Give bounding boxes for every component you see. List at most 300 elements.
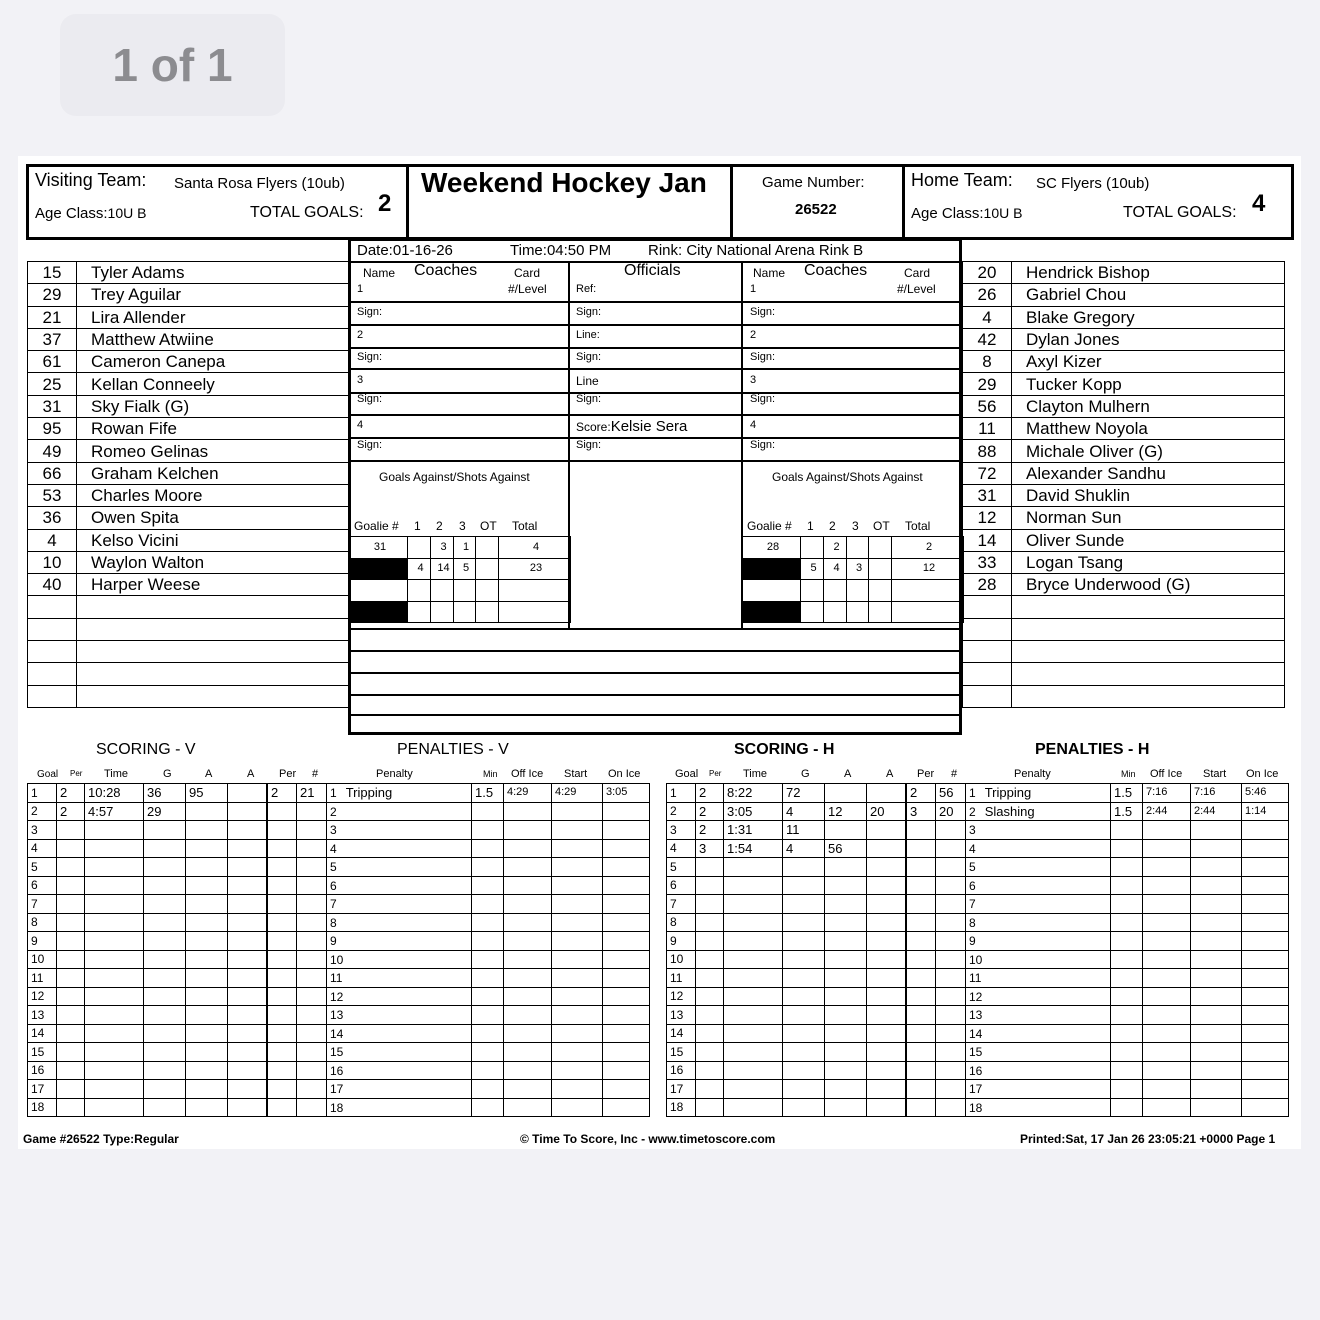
game-number-label: Game Number:	[762, 174, 865, 191]
player-number: 8	[963, 351, 1012, 373]
penalty-start	[1191, 821, 1242, 840]
penalty-player	[936, 950, 966, 969]
player-name: Cameron Canepa	[77, 351, 350, 373]
goal-time	[724, 1043, 783, 1062]
penalty-start	[552, 876, 603, 895]
goal-period	[696, 1098, 724, 1117]
goal-number: 10	[667, 950, 696, 969]
penalty-off-ice	[1143, 821, 1191, 840]
goal-scorer	[144, 1006, 186, 1025]
penalty-on-ice	[1242, 987, 1289, 1006]
scoring-row	[28, 784, 267, 803]
player-name: Clayton Mulhern	[1012, 395, 1285, 417]
goal-assist-2	[867, 1043, 906, 1062]
goal-scorer	[144, 821, 186, 840]
player-number	[28, 685, 77, 707]
penalty-minutes	[472, 858, 504, 877]
goal-assist-2	[867, 932, 906, 951]
roster-row	[28, 484, 350, 506]
penalty-minutes	[1111, 932, 1143, 951]
penalty-minutes	[1111, 821, 1143, 840]
penalty-row	[907, 1043, 1289, 1062]
officials-block	[348, 261, 962, 735]
penalty-name	[966, 1061, 1111, 1080]
penalty-period	[268, 1024, 297, 1043]
penalty-on-ice	[1242, 1061, 1289, 1080]
goal-scorer	[144, 1098, 186, 1117]
penalty-start	[1191, 913, 1242, 932]
roster-row	[963, 418, 1285, 440]
penalty-name	[327, 784, 472, 803]
penalty-name	[966, 858, 1111, 877]
penalty-minutes	[472, 1098, 504, 1117]
player-name: Gabriel Chou	[1012, 284, 1285, 306]
penalty-row	[268, 858, 650, 877]
sh-col-a1: A	[844, 768, 852, 780]
player-number: 36	[28, 507, 77, 529]
scoring-row	[667, 895, 906, 914]
penalty-row	[907, 858, 1289, 877]
penalty-minutes	[472, 932, 504, 951]
penalty-minutes	[1111, 1061, 1143, 1080]
goal-assist-2	[867, 969, 906, 988]
penalty-index: 15	[969, 1045, 983, 1060]
penalty-minutes	[472, 839, 504, 858]
goal-scorer	[783, 913, 825, 932]
goal-assist-1	[186, 1098, 228, 1117]
goal-assist-1	[825, 969, 867, 988]
goal-number: 4	[667, 839, 696, 858]
goal-assist-1	[186, 1061, 228, 1080]
penalty-row	[907, 969, 1289, 988]
sv-col-time: Time	[104, 768, 129, 780]
ph-col-penalty: Penalty	[1014, 768, 1051, 780]
penalty-name	[966, 1006, 1111, 1025]
penalty-off-ice	[504, 1043, 552, 1062]
penalty-start	[552, 1098, 603, 1117]
penalty-period	[907, 913, 936, 932]
penalty-minutes	[1111, 969, 1143, 988]
goal-number: 15	[667, 1043, 696, 1062]
penalty-off-ice	[1143, 1098, 1191, 1117]
goal-time	[85, 1006, 144, 1025]
goal-assist-1	[825, 913, 867, 932]
goal-time	[85, 987, 144, 1006]
penalty-off-ice	[504, 876, 552, 895]
player-number: 12	[963, 507, 1012, 529]
penalty-off-ice	[1143, 950, 1191, 969]
goal-scorer	[144, 932, 186, 951]
goal-number: 7	[28, 895, 57, 914]
goal-time	[724, 858, 783, 877]
penalty-on-ice	[603, 858, 650, 877]
scoring-row	[28, 1043, 267, 1062]
penalty-row	[268, 839, 650, 858]
goal-number: 4	[28, 839, 57, 858]
roster-row	[963, 284, 1285, 306]
scoring-row	[667, 876, 906, 895]
line2-sign: Sign:	[576, 393, 602, 405]
penalty-index: 8	[969, 915, 976, 930]
penalty-minutes	[472, 821, 504, 840]
goal-period	[57, 950, 85, 969]
goal-assist-2	[228, 1024, 267, 1043]
sh-col-goal: Goal	[675, 768, 699, 780]
roster-row	[963, 507, 1285, 529]
goal-period: 2	[696, 802, 724, 821]
penalty-start	[552, 1080, 603, 1099]
penalty-minutes	[1111, 1080, 1143, 1099]
goal-assist-2	[867, 858, 906, 877]
goal-time	[85, 932, 144, 951]
goal-period	[696, 876, 724, 895]
penalty-on-ice	[603, 1098, 650, 1117]
goal-assist-1	[825, 895, 867, 914]
goal-number: 13	[667, 1006, 696, 1025]
penalty-row	[907, 1061, 1289, 1080]
player-name: Romeo Gelinas	[77, 440, 350, 462]
penalty-minutes	[472, 876, 504, 895]
penalty-off-ice	[1143, 913, 1191, 932]
penalty-on-ice	[1242, 1043, 1289, 1062]
goal-assist-2	[867, 821, 906, 840]
h-goalie-header: Goalie # 1 2 3 OT Total	[747, 519, 931, 533]
penalty-off-ice	[504, 1006, 552, 1025]
penalties-h-table	[906, 783, 1289, 1117]
v-goalie-title: Goals Against/Shots Against	[379, 470, 530, 484]
sv-col-goal: Goal	[37, 769, 59, 780]
scoring-row	[667, 1043, 906, 1062]
penalty-name	[966, 821, 1111, 840]
penalty-name	[966, 932, 1111, 951]
penalty-off-ice	[1143, 1024, 1191, 1043]
penalty-index: 5	[969, 860, 976, 875]
penalty-index: 3	[969, 823, 976, 838]
goal-assist-2	[228, 987, 267, 1006]
penalty-name	[966, 839, 1111, 858]
v-coaches-title: Coaches	[414, 262, 478, 279]
goal-assist-1	[186, 932, 228, 951]
goal-assist-1	[186, 876, 228, 895]
penalty-off-ice	[1143, 1080, 1191, 1099]
penalty-start: 7:16	[1191, 784, 1242, 803]
player-number: 25	[28, 373, 77, 395]
player-name	[1012, 618, 1285, 640]
goal-scorer	[783, 1080, 825, 1099]
home-age-class: Age Class:10U B	[911, 205, 1023, 222]
player-name: Tyler Adams	[77, 262, 350, 284]
roster-row	[963, 663, 1285, 685]
ref-sign: Sign:	[576, 306, 602, 318]
penalty-off-ice	[504, 969, 552, 988]
penalty-start	[1191, 839, 1242, 858]
penalty-player	[936, 987, 966, 1006]
penalty-period	[907, 821, 936, 840]
penalty-on-ice	[603, 821, 650, 840]
penalty-name	[327, 950, 472, 969]
goal-period	[696, 1080, 724, 1099]
goal-period	[696, 913, 724, 932]
player-name: Bryce Underwood (G)	[1012, 574, 1285, 596]
scoring-row	[667, 987, 906, 1006]
goal-time: 4:57	[85, 802, 144, 821]
penalty-period	[268, 1098, 297, 1117]
goal-assist-2	[867, 1006, 906, 1025]
game-time: Time:04:50 PM	[510, 242, 612, 259]
v-goalie-table: 31 3 1 4 4 14 5 23	[349, 536, 571, 623]
goal-period	[57, 1080, 85, 1099]
roster-row	[28, 551, 350, 573]
goal-period	[696, 950, 724, 969]
goal-scorer	[783, 1098, 825, 1117]
goal-assist-2	[228, 969, 267, 988]
goal-assist-1	[186, 1024, 228, 1043]
penalty-on-ice	[603, 1080, 650, 1099]
goal-assist-2: 20	[867, 802, 906, 821]
goal-assist-2	[228, 1006, 267, 1025]
goal-period: 2	[696, 821, 724, 840]
player-number: 53	[28, 484, 77, 506]
game-date: Date:01-16-26	[357, 242, 453, 259]
penalty-index: 14	[330, 1026, 344, 1041]
penalty-row	[907, 1024, 1289, 1043]
goal-assist-1	[825, 876, 867, 895]
penalty-player	[297, 858, 327, 877]
penalty-index: 16	[330, 1063, 344, 1078]
penalty-row	[268, 932, 650, 951]
sv-col-g: G	[163, 768, 172, 780]
scoring-row	[28, 1098, 267, 1117]
goal-scorer	[144, 987, 186, 1006]
ph-col-num: #	[951, 768, 958, 780]
penalty-name	[966, 987, 1111, 1006]
penalty-off-ice	[1143, 1006, 1191, 1025]
penalty-player	[297, 895, 327, 914]
goal-assist-1	[825, 950, 867, 969]
penalty-on-ice	[603, 876, 650, 895]
player-number: 33	[963, 551, 1012, 573]
goal-period	[696, 1061, 724, 1080]
goal-assist-2	[228, 1061, 267, 1080]
footer-copyright: © Time To Score, Inc - www.timetoscore.com	[520, 1132, 776, 1146]
player-number: 37	[28, 328, 77, 350]
penalty-start	[1191, 858, 1242, 877]
penalty-player	[297, 950, 327, 969]
goal-scorer: 72	[783, 784, 825, 803]
v-coach-3: 3	[357, 374, 364, 386]
penalty-period	[907, 1006, 936, 1025]
penalty-start	[552, 858, 603, 877]
goal-assist-1: 56	[825, 839, 867, 858]
penalty-on-ice	[603, 1006, 650, 1025]
penalty-on-ice	[603, 1024, 650, 1043]
scoring-row	[667, 1024, 906, 1043]
penalty-index: 11	[969, 971, 982, 986]
penalty-player	[936, 858, 966, 877]
goal-scorer	[783, 876, 825, 895]
scoring-row	[667, 932, 906, 951]
v-coach-4: 4	[357, 419, 364, 431]
visiting-total-goals-label: TOTAL GOALS:	[250, 204, 364, 221]
penalty-period	[268, 987, 297, 1006]
player-name: Trey Aguilar	[77, 284, 350, 306]
penalty-index: 17	[330, 1082, 344, 1097]
goal-time: 8:22	[724, 784, 783, 803]
penalty-minutes	[472, 1024, 504, 1043]
penalty-off-ice	[504, 821, 552, 840]
penalty-off-ice	[504, 895, 552, 914]
sh-col-per: Per	[709, 769, 722, 778]
penalty-start	[552, 987, 603, 1006]
goal-time	[85, 1043, 144, 1062]
h-goalie-table: 28 2 2 5 4 3 12	[742, 536, 964, 623]
penalty-player	[936, 969, 966, 988]
scoring-row	[667, 858, 906, 877]
pv-col-min: Min	[483, 769, 498, 779]
penalty-player	[936, 1043, 966, 1062]
roster-row	[28, 529, 350, 551]
scoring-row	[28, 913, 267, 932]
penalty-row	[907, 802, 1289, 821]
goal-time	[724, 1080, 783, 1099]
penalty-on-ice	[1242, 913, 1289, 932]
scoring-h-title: SCORING - H	[734, 741, 835, 758]
penalty-minutes	[472, 987, 504, 1006]
player-name	[1012, 663, 1285, 685]
penalty-name	[966, 1098, 1111, 1117]
penalty-on-ice	[603, 969, 650, 988]
player-number: 15	[28, 262, 77, 284]
penalty-off-ice	[504, 987, 552, 1006]
goal-period	[57, 1098, 85, 1117]
penalty-off-ice	[504, 1061, 552, 1080]
penalty-period	[907, 969, 936, 988]
penalty-player	[297, 839, 327, 858]
pv-col-num: #	[312, 768, 319, 780]
penalty-type: Slashing	[984, 803, 1035, 819]
penalty-player	[297, 1098, 327, 1117]
roster-row	[963, 641, 1285, 663]
penalty-off-ice	[504, 950, 552, 969]
goal-assist-1	[825, 1006, 867, 1025]
penalty-name	[327, 839, 472, 858]
penalty-period: 3	[907, 802, 936, 821]
penalty-minutes	[1111, 839, 1143, 858]
home-team-label: Home Team:	[911, 170, 1013, 190]
penalty-minutes	[472, 913, 504, 932]
goal-number: 17	[667, 1080, 696, 1099]
penalty-minutes	[1111, 895, 1143, 914]
penalty-off-ice	[1143, 876, 1191, 895]
penalty-start	[1191, 876, 1242, 895]
h-coaches-title: Coaches	[804, 262, 868, 279]
roster-row	[963, 373, 1285, 395]
scoring-row	[28, 1006, 267, 1025]
penalty-minutes	[1111, 1006, 1143, 1025]
goal-scorer	[783, 987, 825, 1006]
goal-period: 2	[57, 802, 85, 821]
penalty-off-ice	[504, 1080, 552, 1099]
penalty-row	[268, 821, 650, 840]
goal-scorer	[783, 969, 825, 988]
penalty-name	[327, 1043, 472, 1062]
penalty-period	[268, 802, 297, 821]
penalty-period	[268, 932, 297, 951]
player-number: 88	[963, 440, 1012, 462]
goal-number: 6	[667, 876, 696, 895]
player-number: 28	[963, 574, 1012, 596]
goal-assist-2	[228, 802, 267, 821]
penalty-minutes: 1.5	[1111, 802, 1143, 821]
goal-assist-2	[867, 1080, 906, 1099]
goal-time	[85, 969, 144, 988]
goal-number: 2	[667, 802, 696, 821]
goal-period	[696, 969, 724, 988]
penalty-minutes	[1111, 950, 1143, 969]
player-number: 66	[28, 462, 77, 484]
penalty-player	[936, 895, 966, 914]
penalty-name	[327, 1098, 472, 1117]
penalty-start	[552, 1061, 603, 1080]
penalty-name	[327, 858, 472, 877]
goal-number: 11	[28, 969, 57, 988]
penalty-on-ice: 5:46	[1242, 784, 1289, 803]
goal-scorer	[144, 969, 186, 988]
ph-col-per: Per	[917, 768, 935, 780]
penalty-start	[552, 821, 603, 840]
roster-row	[963, 395, 1285, 417]
goal-number: 3	[28, 821, 57, 840]
v-coach-3-sign: Sign:	[357, 393, 383, 405]
ph-col-start: Start	[1203, 768, 1227, 780]
penalty-off-ice	[1143, 987, 1191, 1006]
penalty-off-ice: 2:44	[1143, 802, 1191, 821]
goal-number: 9	[667, 932, 696, 951]
goal-number: 5	[667, 858, 696, 877]
penalty-on-ice	[1242, 1098, 1289, 1117]
pv-col-start: Start	[564, 768, 588, 780]
penalty-player	[297, 932, 327, 951]
goal-number: 8	[28, 913, 57, 932]
penalty-period	[907, 1080, 936, 1099]
penalty-name	[327, 876, 472, 895]
pv-col-off: Off Ice	[511, 768, 544, 780]
roster-row	[28, 462, 350, 484]
goal-number: 16	[28, 1061, 57, 1080]
scoring-v-title: SCORING - V	[96, 741, 196, 758]
scoring-h-table	[666, 783, 906, 1117]
player-name: Dylan Jones	[1012, 328, 1285, 350]
roster-row	[28, 574, 350, 596]
penalty-row	[907, 839, 1289, 858]
roster-row	[28, 663, 350, 685]
goal-assist-2	[867, 784, 906, 803]
pv-col-per: Per	[279, 768, 297, 780]
page-indicator[interactable]: 1 of 1	[60, 14, 285, 116]
penalty-index: 12	[330, 989, 344, 1004]
player-number	[963, 685, 1012, 707]
goal-scorer	[144, 876, 186, 895]
line2-label: Line	[576, 374, 599, 388]
v-coach-1: 1	[357, 283, 364, 295]
penalty-minutes	[1111, 1043, 1143, 1062]
penalty-index: 11	[330, 971, 343, 986]
goal-time	[724, 969, 783, 988]
goal-assist-1	[186, 1043, 228, 1062]
penalty-index: 8	[330, 915, 337, 930]
penalty-index: 16	[969, 1063, 983, 1078]
penalty-minutes	[1111, 987, 1143, 1006]
